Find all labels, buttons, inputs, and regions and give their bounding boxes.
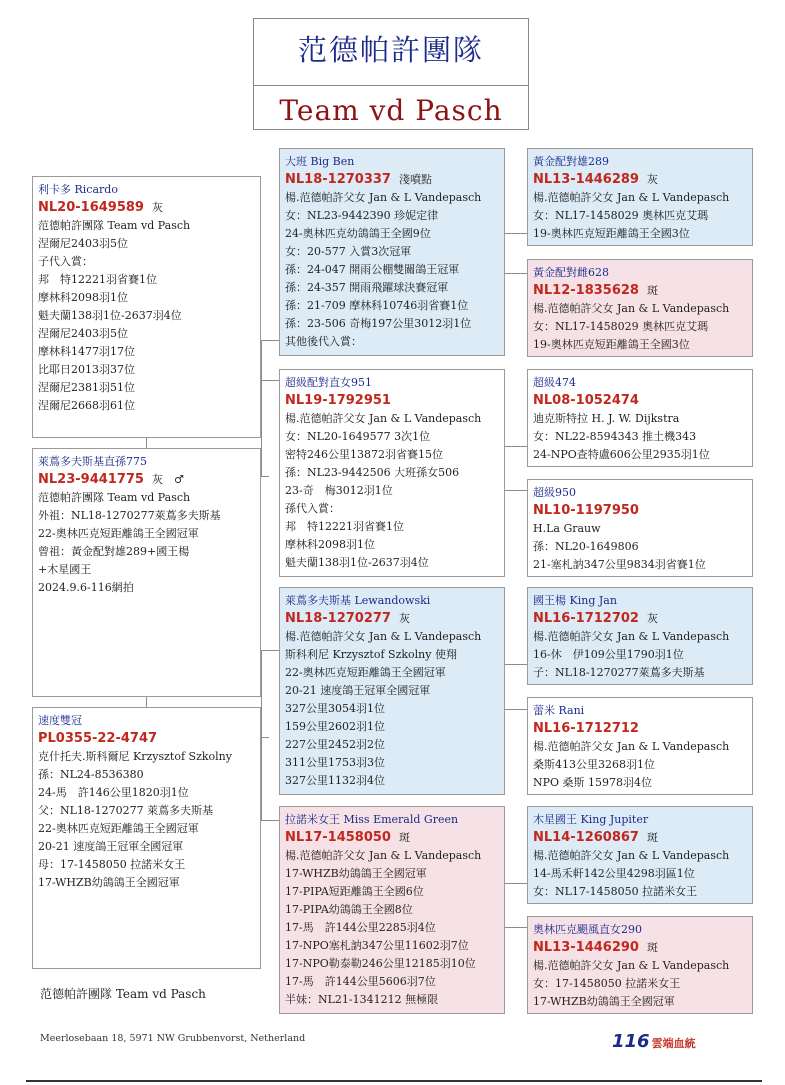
connector-line [261,476,269,477]
card-line: 摩林科2098羽1位 [285,538,375,551]
bottom-divider [26,1080,762,1082]
card-line: 女：NL17-1458029 奧林匹克艾瑪 [533,209,709,222]
page-title-chinese: 范德帕許團隊 [297,33,484,67]
pedigree-card-dam-dam [279,806,505,1014]
card-line: 孫：NL20-1649806 [533,540,639,553]
card-line: 涅爾尼2403羽5位 [38,237,128,250]
pedigree-card-sire [32,448,261,697]
ring-number: NL16-1712712 [533,721,639,736]
pedigree-card-dam [32,707,261,969]
card-line: 327公里3054羽1位 [285,702,385,715]
ring-number: NL10-1197950 [533,503,639,518]
connector-line [505,709,527,710]
connector-line [261,380,279,381]
pedigree-card-sire-sire-dam [527,259,753,357]
connector-line [505,883,527,884]
card-line: 17-WHZB幼鴿鴿王全國冠軍 [285,867,427,880]
card-line: +木星國王 [38,563,92,576]
card-line: 摩林科1477羽17位 [38,345,135,358]
card-line: 20-21 速度鴿王冠軍全國冠軍 [285,684,431,697]
card-line: 比耶日2013羽37位 [38,363,135,376]
card-line: 孫：NL23-9442506 大班孫女506 [285,466,460,479]
card-line: 楊.范德帕許父女 Jan & L Vandepasch [533,191,730,204]
color-sex: 灰 [646,612,658,625]
card-line: 密特246公里13872羽省賽15位 [285,448,443,461]
ring-number: NL19-1792951 [285,393,391,408]
card-line: 孫代入賞： [285,502,340,515]
connector-line [505,927,527,928]
connector-line [505,233,527,234]
ring-number: NL13-1446290 [533,940,639,955]
card-line: 母：17-1458050 拉諾米女王 [38,858,186,871]
pedigree-card-sire-dam-sire [527,369,753,467]
card-line: 女：NL23-9442390 珍妮定律 [285,209,439,222]
owner-signature: 范德帕許團隊 Team vd Pasch [40,987,206,1001]
card-line: 子代入賞： [38,255,93,268]
card-line: 20-21 速度鴿王冠軍全國冠軍 [38,840,184,853]
card-name: 超級950 [533,486,576,499]
connector-line [261,340,279,341]
card-line: 311公里1753羽3位 [285,756,385,769]
card-line: 楊.范德帕許父女 Jan & L Vandepasch [533,740,730,753]
pedigree-card-sire-sire-sire [527,148,753,246]
card-line: 327公里1132羽4位 [285,774,385,787]
ring-number: PL0355-22-4747 [38,731,158,746]
card-line: 17-WHZB幼鴿鴿王全國冠軍 [38,876,180,889]
card-line: 楊.范德帕許父女 Jan & L Vandepasch [533,959,730,972]
logo-text: 雲端血統 [651,1037,696,1050]
card-line: 楊.范德帕許父女 Jan & L Vandepasch [285,630,482,643]
card-line: 子：NL18-1270277萊蔦多夫斯基 [533,666,705,679]
card-line: 桑斯413公里3268羽1位 [533,758,655,771]
connector-line [261,737,269,738]
card-line: 女：20-577 入賞3次冠軍 [285,245,412,258]
card-line: 楊.范德帕許父女 Jan & L Vandepasch [285,191,482,204]
card-line: 14-馬禾軒142公里4298羽區1位 [533,867,695,880]
color-sex: 斑 [646,284,658,297]
card-line: 19-奧林匹克短距離鴿王全國3位 [533,227,690,240]
color-sex: 斑 [646,831,658,844]
card-line: 克什托夫.斯科爾尼 Krzysztof Szkolny [38,750,232,763]
card-line: 女：NL17-1458050 拉諾米女王 [533,885,698,898]
card-name: 拉諾米女王 Miss Emerald Green [285,813,459,826]
card-line: 227公里2452羽2位 [285,738,385,751]
card-line: 范德帕許團隊 Team vd Pasch [38,219,191,232]
color-sex: 斑 [646,941,658,954]
card-name: 黃金配對雌628 [533,266,609,279]
card-line: 2024.9.6-116網拍 [38,581,134,594]
card-line: 24-馬 許146公里1820羽1位 [38,786,189,799]
card-line: 外祖：NL18-1270277萊蔦多夫斯基 [38,509,221,522]
card-line: 女：NL20-1649577 3次1位 [285,430,431,443]
card-line: 22-奧林匹克短距離鴿王全國冠軍 [285,666,446,679]
card-name: 奧林匹克颶風直女290 [533,923,642,936]
card-line: 孫：23-506 奇梅197公里3012羽1位 [285,317,472,330]
card-name: 木星國王 King Jupiter [533,813,649,826]
color-sex: 灰 ♂ [151,473,184,486]
pedigree-card-dam-sire [279,587,505,795]
card-line: 楊.范德帕許父女 Jan & L Vandepasch [533,302,730,315]
card-line: 父：NL18-1270277 萊蔦多夫斯基 [38,804,214,817]
card-line: 17-PIPA短距離鴿王全國6位 [285,885,424,898]
card-line: 女：NL22-8594343 推土機343 [533,430,697,443]
card-line: 孫：24-357 開雨飛躍球決賽冠軍 [285,281,449,294]
card-line: 17-馬 許144公里2285羽4位 [285,921,436,934]
card-line: 19-奧林匹克短距離鴿王全國3位 [533,338,690,351]
ring-number: NL16-1712702 [533,611,639,626]
card-line: NPO 桑斯 15978羽4位 [533,776,653,789]
title-block [253,18,529,130]
logo-number: 116 [612,1031,650,1052]
card-line: 24-NPO查特盧606公里2935羽1位 [533,448,710,461]
card-line: 魁夫蘭138羽1位-2637羽4位 [285,556,429,569]
card-line: 楊.范德帕許父女 Jan & L Vandepasch [285,849,482,862]
brand-logo [612,1031,696,1053]
card-line: 17-NPO勒泰勒246公里12185羽10位 [285,957,476,970]
card-line: 邦 特12221羽省賽1位 [285,520,404,533]
ring-number: NL08-1052474 [533,393,639,408]
color-sex: 灰 [151,201,163,214]
card-line: 孫：NL24-8536380 [38,768,144,781]
card-line: 女：17-1458050 拉諾米女王 [533,977,681,990]
card-line: 女：NL17-1458029 奧林匹克艾瑪 [533,320,709,333]
card-line: 孫：24-047 開雨公棚雙關鴿王冠軍 [285,263,460,276]
card-name: 國王楊 King Jan [533,594,617,607]
card-line: 魁夫蘭138羽1位-2637羽4位 [38,309,182,322]
card-line: 涅爾尼2381羽51位 [38,381,135,394]
card-line: 17-WHZB幼鴿鴿王全國冠軍 [533,995,675,1008]
card-name: 速度雙冠 [38,714,82,727]
connector-line [261,650,262,820]
connector-line [505,664,527,665]
card-line: 楊.范德帕許父女 Jan & L Vandepasch [285,412,482,425]
card-line: 半妹：NL21-1341212 無極限 [285,993,439,1006]
pedigree-card-sire-dam [279,369,505,577]
card-name: 超級474 [533,376,576,389]
color-sex: 灰 [646,173,658,186]
card-line: 16-休 伊109公里1790羽1位 [533,648,684,661]
card-name: 超級配對直女951 [285,376,372,389]
card-name: 蕾米 Rani [533,704,585,717]
ring-number: NL20-1649589 [38,200,144,215]
ring-number: NL13-1446289 [533,172,639,187]
card-name: 利卡多 Ricardo [38,183,118,196]
card-line: 孫：21-709 摩林科10746羽省賽1位 [285,299,469,312]
connector-line [146,438,147,448]
card-line: 17-馬 許144公里5606羽7位 [285,975,436,988]
ring-number: NL12-1835628 [533,283,639,298]
ring-number: NL18-1270337 [285,172,391,187]
card-line: 21-塞札訥347公里9834羽省賽1位 [533,558,706,571]
pedigree-card-dam-dam-dam [527,916,753,1014]
card-line: 22-奧林匹克短距離鴿王全國冠軍 [38,527,199,540]
card-line: 曾祖：黃金配對雄289+國王楊 [38,545,190,558]
card-name: 萊蔦多夫斯基直孫775 [38,455,147,468]
color-sex: 斑 [398,831,410,844]
card-line: 迪克斯特拉 H. J. W. Dijkstra [533,412,680,425]
color-sex: 淺噴點 [398,173,432,186]
card-line: 邦 特12221羽省賽1位 [38,273,157,286]
pedigree-card-dam-dam-sire [527,806,753,904]
connector-line [505,490,527,491]
page-title-english: Team vd Pasch [279,94,503,127]
connector-line [261,340,262,476]
card-line: 摩林科2098羽1位 [38,291,128,304]
ring-number: NL17-1458050 [285,830,391,845]
card-line: 楊.范德帕許父女 Jan & L Vandepasch [533,849,730,862]
card-line: 17-PIPA幼鴿鴿王全國8位 [285,903,413,916]
connector-line [261,650,279,651]
connector-line [505,446,527,447]
card-name: 黃金配對雄289 [533,155,609,168]
ring-number: NL14-1260867 [533,830,639,845]
title-divider [254,85,528,86]
card-line: 涅爾尼2403羽5位 [38,327,128,340]
pedigree-card-sire-dam-dam [527,479,753,577]
pedigree-card-sire-sire [279,148,505,356]
connector-line [505,273,527,274]
ring-number: NL18-1270277 [285,611,391,626]
pedigree-card-dam-sire-dam [527,697,753,795]
card-line: 涅爾尼2668羽61位 [38,399,135,412]
card-line: 159公里2602羽1位 [285,720,385,733]
pedigree-card-dam-sire-sire [527,587,753,685]
color-sex: 灰 [398,612,410,625]
card-line: 24-奧林匹克幼鴿鴿王全國9位 [285,227,431,240]
pedigree-card-subject [32,176,261,438]
card-line: 23-奇 梅3012羽1位 [285,484,393,497]
connector-line [261,820,279,821]
card-line: 斯科利尼 Krzysztof Szkolny 使翔 [285,648,457,661]
card-line: 楊.范德帕許父女 Jan & L Vandepasch [533,630,730,643]
card-line: H.La Grauw [533,522,601,535]
card-line: 17-NPO塞札訥347公里11602羽7位 [285,939,469,952]
card-name: 大班 Big Ben [285,155,355,168]
owner-address: Meerlosebaan 18, 5971 NW Grubbenvorst, Netherland [40,1033,306,1044]
card-line: 22-奧林匹克短距離鴿王全國冠軍 [38,822,199,835]
card-line: 范德帕許團隊 Team vd Pasch [38,491,191,504]
card-name: 萊蔦多夫斯基 Lewandowski [285,594,431,607]
ring-number: NL23-9441775 [38,472,144,487]
card-line: 其他後代入賞： [285,335,362,348]
connector-line [146,697,147,707]
